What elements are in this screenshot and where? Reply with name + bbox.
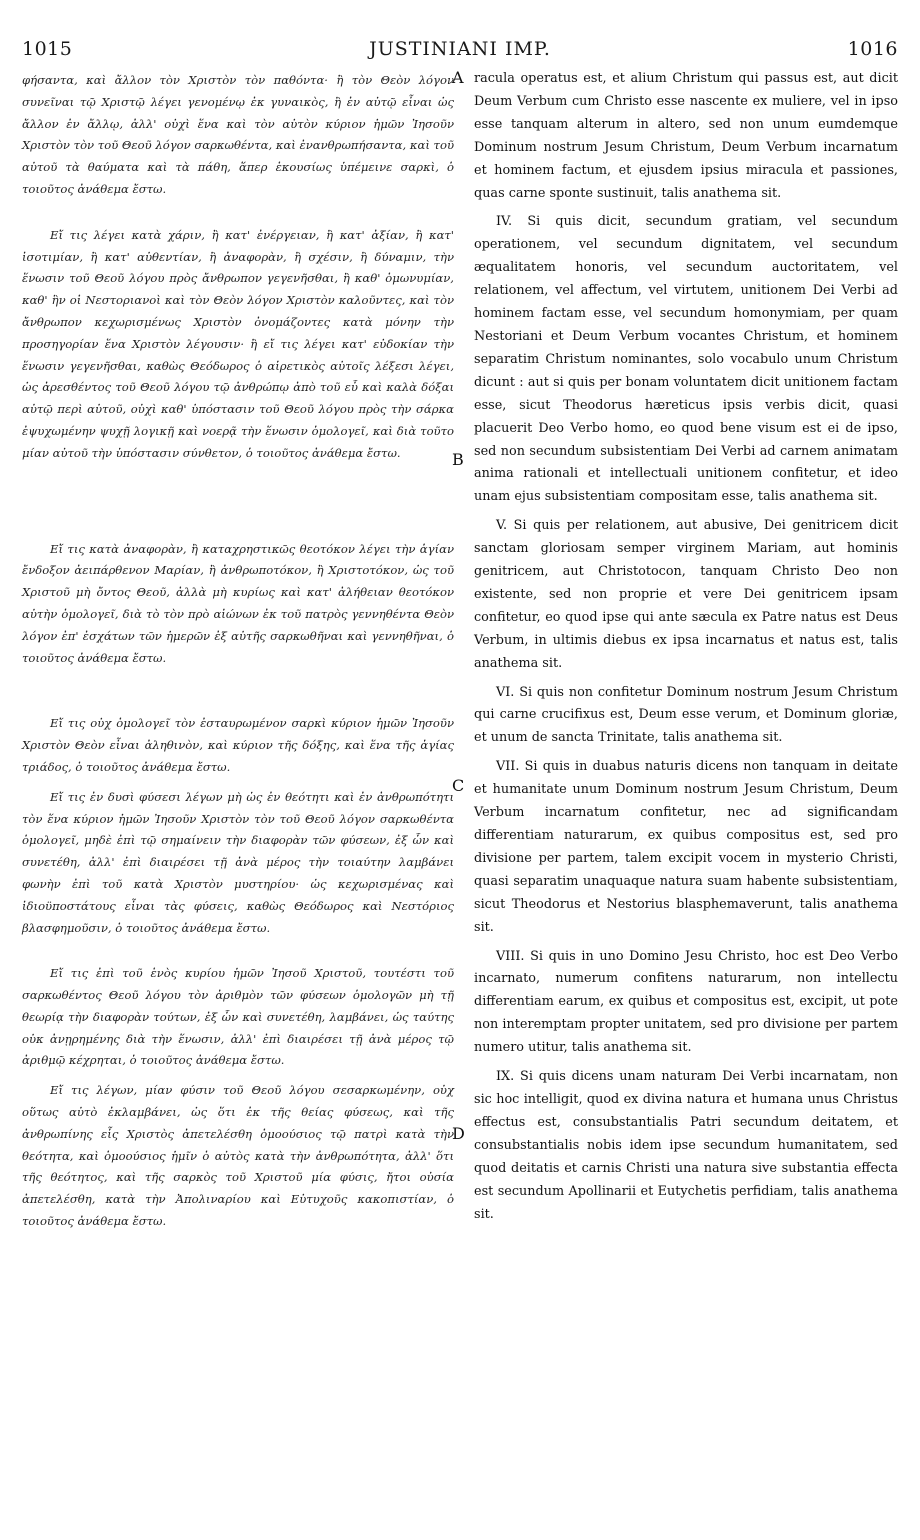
greek-paragraph-7: Εἴ τις λέγων, μίαν φύσιν τοῦ Θεοῦ λόγου σεσαρκωμένην, οὐχ οὕτως αὐτὸ ἐκλαμβάνει, ὡς ὅτι ἐκ τῆς θείας φύσεως, καὶ τῆς ἀνθρωπίνης εἷς Χριστὸς ἀπετελέσθη ὁμοούσιος τῷ πατρὶ κατὰ τὴν θεότητα, καὶ ὁμοούσιος ἡμῖν ὁ αὐτὸς κατὰ τὴν ἀνθρωπότητα, ἀλλ' ὅτι τῆς θεότητος, καὶ τῆς σαρκὸς τοῦ Χριστοῦ μία φύσις, ἤτοι οὐσία ἀπετελέσθη, κατὰ τὴν Ἀπολιναρίου καὶ Εὐτυχοῦς κακοπιστίαν, ὁ τοιοῦτος ἀνάθεμα ἔστω.	[22, 1083, 454, 1229]
latin-paragraph-1: racula operatus est, et alium Christum qui passus est, aut dicit Deum Verbum cum Christo esse nascente ex muliere, vel in ipso esse tanquam alterum in altero, sed non unum eumdemque Dominum nostrum Jesum Christum, Deum Verbum incarnatum et hominem factum, et ejusdem ipsius miracula et passiones, quas carne sponte sustinuit, talis anathema sit.	[474, 71, 898, 201]
margin-marker-c: C	[452, 776, 465, 795]
latin-column	[474, 68, 898, 1226]
greek-paragraph-5: Εἴ τις ἐν δυσὶ φύσεσι λέγων μὴ ὡς ἐν θεότητι καὶ ἐν ἀνθρωπότητι τὸν ἕνα κύριον ἡμῶν Ἰησοῦν Χριστὸν τὸν τοῦ Θεοῦ λόγον σαρκωθέντα ὁμολογεῖ, μηδὲ ἐπὶ τῷ σημαίνειν τὴν διαφορὰν τῶν φύσεων, ἐξ ὧν καὶ συνετέθη, ἀλλ' ἐπὶ διαιρέσει τῇ ἀνὰ μέρος τὴν τοιαύτην λαμβάνει φωνὴν ἐπὶ τοῦ κατὰ Χριστὸν μυστηρίου· ὡς κεχωρισμένας καὶ ἰδιοϋποστάτους εἶναι τὰς φύσεις, καθὼς Θεόδωρος καὶ Νεστόριος βλασφημοῦσιν, ὁ τοιοῦτος ἀνάθεμα ἔστω.	[22, 789, 454, 935]
greek-paragraph-4: Εἴ τις οὐχ ὁμολογεῖ τὸν ἐσταυρωμένον σαρκὶ κύριον ἡμῶν Ἰησοῦν Χριστὸν Θεὸν εἶναι ἀληθινὸν, καὶ κύριον τῆς δόξης, καὶ ἕνα τῆς ἁγίας τριάδος, ὁ τοιοῦτος ἀνάθεμα ἔστω.	[22, 716, 454, 774]
latin-paragraph-2: IV. Si quis dicit, secundum gratiam, vel secundum operationem, vel secundum dignitatem, vel secundum æqualitatem honoris, vel secundum auctoritatem, vel relationem, vel affectum, vel virtutem, unitionem Dei Verbi ad hominem factam esse, vel secundum homonymiam, per quam Nestoriani et Deum Verbum vocantes Christum, et hominem separatim Christum nominantes, solo vocabulo unum Christum dicunt : aut si quis per bonam voluntatem dicit unitionem factam esse, sicut Theodorus hæreticus ipsis verbis dicit, quasi placuerit Deo Verbo homo, eo quod bene visum est ei de ipso, sed non secundum subsistentiam Dei Verbi ad carnem animatam anima rationali et intellectuali unitionem confitetur, et ideo unam ejus subsistentiam compositam esse, talis anathema sit.	[474, 214, 898, 505]
margin-marker-b: B	[452, 450, 464, 469]
margin-marker-d: D	[452, 1124, 465, 1143]
latin-paragraph-4: VI. Si quis non confitetur Dominum nostrum Jesum Christum qui carne crucifixus est, Deum esse verum, et Dominum gloriæ, et unum de sancta Trinitate, talis anathema sit.	[474, 684, 898, 746]
running-title: JUSTINIANI IMP.	[369, 38, 551, 60]
latin-paragraph-7: IX. Si quis dicens unam naturam Dei Verbi incarnatam, non sic hoc intelligit, quod ex divina natura et humana unus Christus effectus est, consubstantialis Patri secundum deitatem, et consubstantialis nobis idem ipse secundum humanitatem, sed quod deitatis et carnis Christi una natura sive substantia effecta est secundum Apollinarii et Eutychetis perfidiam, talis anathema sit.	[474, 1069, 898, 1222]
latin-paragraph-6: VIII. Si quis in uno Domino Jesu Christo, hoc est Deo Verbo incarnato, numerum confitens naturarum, non intellectu differentiam earum, ex quibus et compositus est, excipit, ut pote non interemptam propter unitatem, sed pro divisione per partem numero utitur, talis anathema sit.	[474, 948, 898, 1056]
page-header	[22, 38, 898, 64]
greek-paragraph-3: Εἴ τις κατὰ ἀναφορὰν, ἢ καταχρηστικῶς θεοτόκον λέγει τὴν ἁγίαν ἔνδοξον ἀειπάρθενον Μαρίαν, ἢ ἀνθρωποτόκον, ἢ Χριστοτόκον, ὡς τοῦ Χριστοῦ μὴ ὄντος Θεοῦ, ἀλλὰ μὴ κυρίως καὶ κατ' ἀλήθειαν θεοτόκον αὐτὴν ὁμολογεῖ, διὰ τὸ τὸν πρὸ αἰώνων ἐκ τοῦ πατρὸς γεννηθέντα Θεὸν λόγον ἐπ' ἐσχάτων τῶν ἡμερῶν ἐξ αὐτῆς σαρκωθῆναι καὶ γεννηθῆναι, ὁ τοιοῦτος ἀνάθεμα ἔστω.	[22, 541, 454, 665]
greek-paragraph-1: φήσαντα, καὶ ἄλλον τὸν Χριστὸν τὸν παθόντα· ἢ τὸν Θεὸν λόγον συνεῖναι τῷ Χριστῷ λέγει γενομένῳ ἐκ γυναικὸς, ἢ ἐν αὐτῷ εἶναι ὡς ἄλλον ἐν ἄλλῳ, ἀλλ' οὐχὶ ἕνα καὶ τὸν αὐτὸν κύριον ἡμῶν Ἰησοῦν Χριστὸν τὸν τοῦ Θεοῦ λόγον σαρκωθέντα, καὶ ἐνανθρωπήσαντα, καὶ τοῦ αὐτοῦ τὰ θαύματα καὶ τὰ πάθη, ἅπερ ἑκουσίως ὑπέμεινε σαρκὶ, ὁ τοιοῦτος ἀνάθεμα ἔστω.	[22, 73, 454, 196]
margin-marker-a: A	[452, 68, 464, 87]
greek-column	[22, 70, 454, 1233]
page-number-left: 1015	[22, 38, 73, 60]
greek-paragraph-2: Εἴ τις λέγει κατὰ χάριν, ἢ κατ' ἐνέργειαν, ἢ κατ' ἀξίαν, ἢ κατ' ἰσοτιμίαν, ἢ κατ' αὐθεντίαν, ἢ ἀναφορὰν, ἢ σχέσιν, ἢ δύναμιν, τὴν ἕνωσιν τοῦ Θεοῦ λόγου πρὸς ἄνθρωπον γεγενῆσθαι, ἢ καθ' ὁμωνυμίαν, καθ' ἣν οἱ Νεστοριανοὶ καὶ τὸν Θεὸν λόγον Χριστὸν καλοῦντες, καὶ τὸν ἄνθρωπον κεχωρισμένως Χριστὸν ὀνομάζοντες κατὰ μόνην τὴν προσηγορίαν ἕνα Χριστὸν λέγουσιν· ἢ εἴ τις λέγει κατ' εὐδοκίαν τὴν ἕνωσιν γεγενῆσθαι, καθὼς Θεόδωρος ὁ αἱρετικὸς αὐτοῖς λέξεσι λέγει, ὡς ἀρεσθέντος τοῦ Θεοῦ λόγου τῷ ἀνθρώπῳ ἀπὸ τοῦ εὖ καὶ καλὰ δόξαι αὐτῷ περὶ αὐτοῦ, οὐχὶ καθ' ὑπόστασιν τοῦ Θεοῦ λόγου πρὸς τὴν σάρκα ἐψυχωμένην ψυχῇ λογικῇ καὶ νοερᾷ τὴν ἕνωσιν ὁμολογεῖ, καὶ διὰ τοῦτο μίαν αὐτοῦ τὴν ὑπόστασιν σύνθετον, ὁ τοιοῦτος ἀνάθεμα ἔστω.	[22, 227, 454, 460]
page-number-right: 1016	[847, 38, 898, 60]
latin-paragraph-5: VII. Si quis in duabus naturis dicens non tanquam in deitate et humanitate unum Dominum nostrum Jesum Christum, Deum Verbum incarnatum confitetur, nec ad significandam differentiam naturarum, ex quibus compositus est, sed pro divisione per partem, talem excipit vocem in mysterio Christi, quasi separatim unaquaque natura suam habente subsistentiam, sicut Theodorus et Nestorius blasphemaverunt, talis anathema sit.	[474, 759, 898, 935]
greek-paragraph-6: Εἴ τις ἐπὶ τοῦ ἑνὸς κυρίου ἡμῶν Ἰησοῦ Χριστοῦ, τουτέστι τοῦ σαρκωθέντος Θεοῦ λόγου τὸν ἀριθμὸν τῶν φύσεων ὁμολογῶν μὴ τῇ θεωρίᾳ τὴν διαφορὰν τούτων, ἐξ ὧν καὶ συνετέθη, λαμβάνει, ὡς ταύτης οὐκ ἀνῃρημένης διὰ τὴν ἕνωσιν, ἀλλ' ἐπὶ διαιρέσει τῇ ἀνὰ μέρος τῷ ἀριθμῷ κέχρηται, ὁ τοιοῦτος ἀνάθεμα ἔστω.	[22, 966, 454, 1068]
latin-paragraph-3: V. Si quis per relationem, aut abusive, Dei genitricem dicit sanctam gloriosam semper virginem Mariam, aut hominis genitricem, aut Christotocon, tanquam Christo Deo non existente, sed non proprie et vere Dei genitricem ipsam confitetur, eo quod ipse qui ante sæcula ex Patre natus est Deus Verbum, in ultimis diebus ex ipsa incarnatus et natus est, talis anathema sit.	[474, 518, 898, 671]
